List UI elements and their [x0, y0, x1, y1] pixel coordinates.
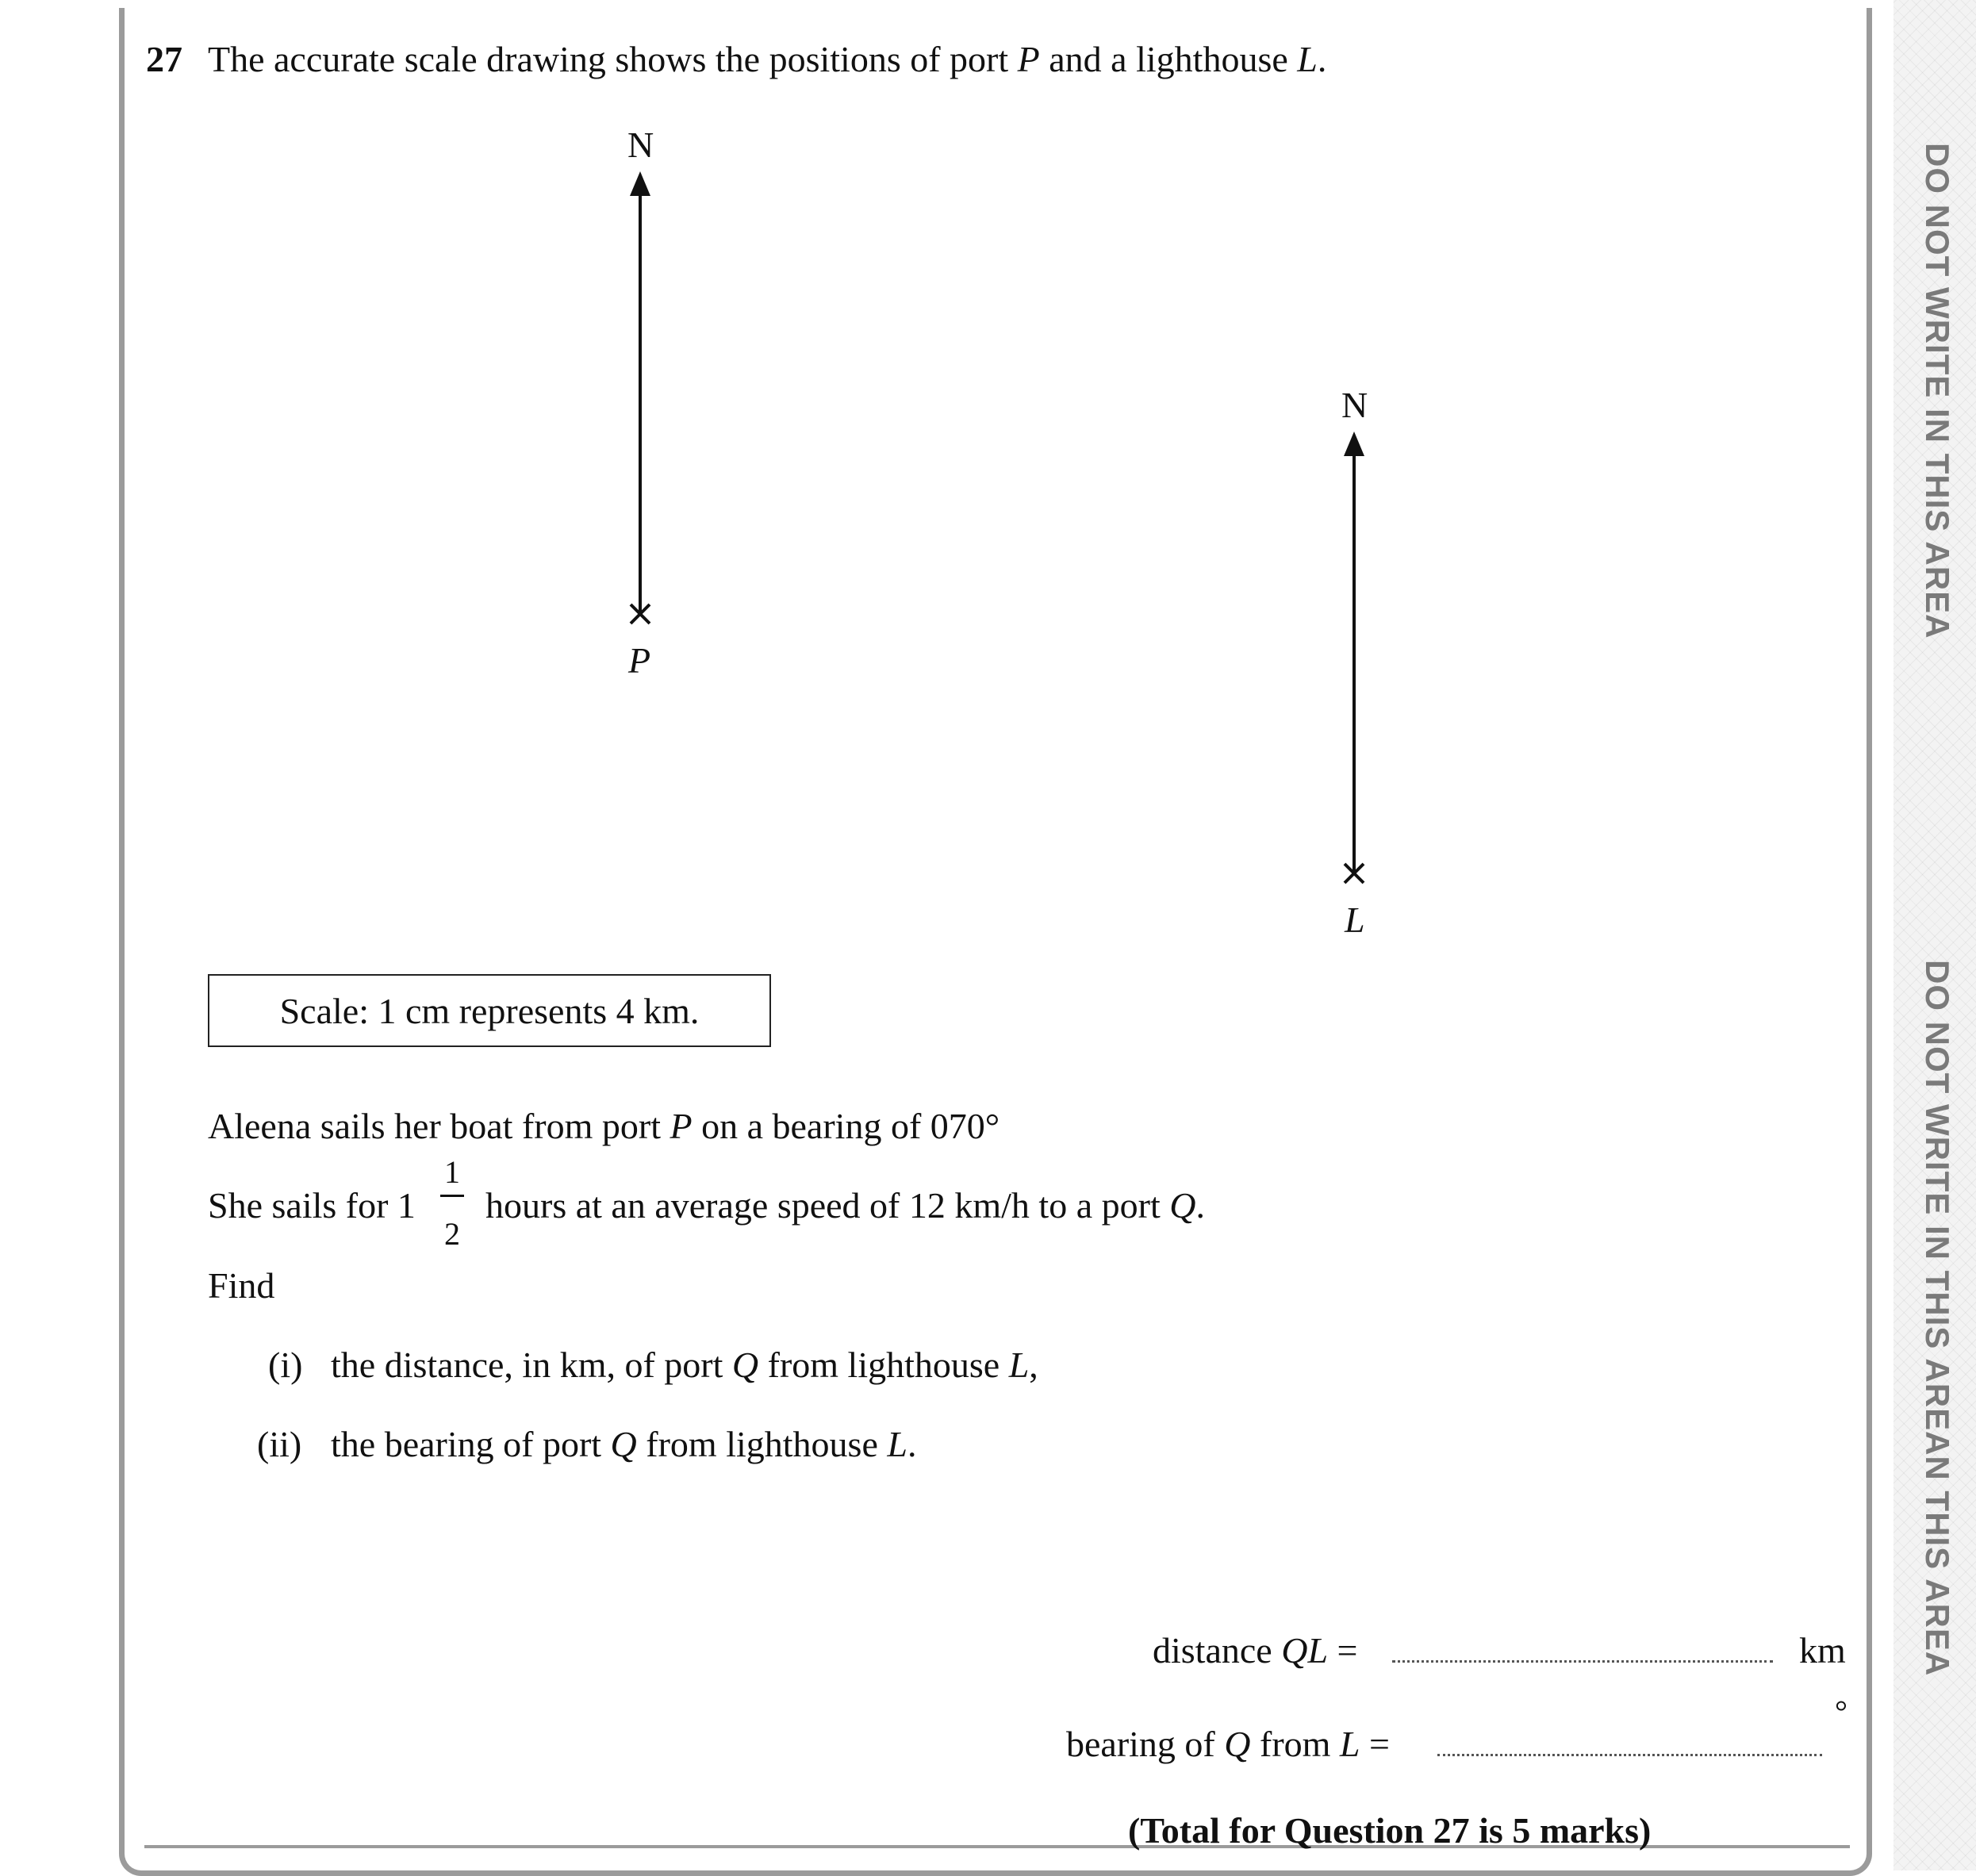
fraction-denominator: 2 — [444, 1216, 460, 1252]
page-frame — [119, 8, 1872, 1876]
fraction-numerator: 1 — [444, 1154, 460, 1190]
body-line-2-start: She sails for 1 — [208, 1185, 416, 1226]
find-label: Find — [208, 1265, 275, 1306]
body-line-1: Aleena sails her boat from port P on a bearing of 070° — [208, 1106, 1000, 1146]
bearing-answer-line[interactable] — [1437, 1754, 1822, 1756]
part-i-text: the distance, in km, of port Q from lighthouse L, — [331, 1345, 1038, 1385]
margin-warning-top: DO NOT WRITE IN THIS AREA — [1919, 143, 1956, 639]
fraction-bar — [440, 1195, 464, 1197]
point-l-label: L — [1345, 900, 1365, 940]
north-label-p: N — [627, 125, 654, 165]
point-p-label: P — [628, 640, 651, 681]
distance-unit: km — [1799, 1630, 1846, 1671]
degree-symbol: ° — [1835, 1694, 1847, 1729]
part-ii-text: the bearing of port Q from lighthouse L. — [331, 1424, 917, 1464]
scale-box: Scale: 1 cm represents 4 km. — [208, 974, 771, 1047]
distance-answer-label: distance QL = — [1153, 1630, 1358, 1671]
question-stem: The accurate scale drawing shows the positions of port P and a lighthouse L. — [208, 39, 1327, 79]
margin-warning-bottom: DO NOT WRITE IN THIS AREAN THIS AREA — [1919, 960, 1956, 1677]
total-marks: (Total for Question 27 is 5 marks) — [1128, 1810, 1652, 1851]
distance-answer-line[interactable] — [1392, 1660, 1773, 1663]
part-i-number: (i) — [268, 1345, 303, 1385]
body-line-2-end: hours at an average speed of 12 km/h to a port Q. — [485, 1185, 1205, 1226]
part-ii-number: (ii) — [257, 1424, 302, 1464]
question-number: 27 — [146, 39, 182, 79]
north-label-l: N — [1341, 385, 1368, 425]
bearing-answer-label: bearing of Q from L = — [1066, 1724, 1390, 1764]
